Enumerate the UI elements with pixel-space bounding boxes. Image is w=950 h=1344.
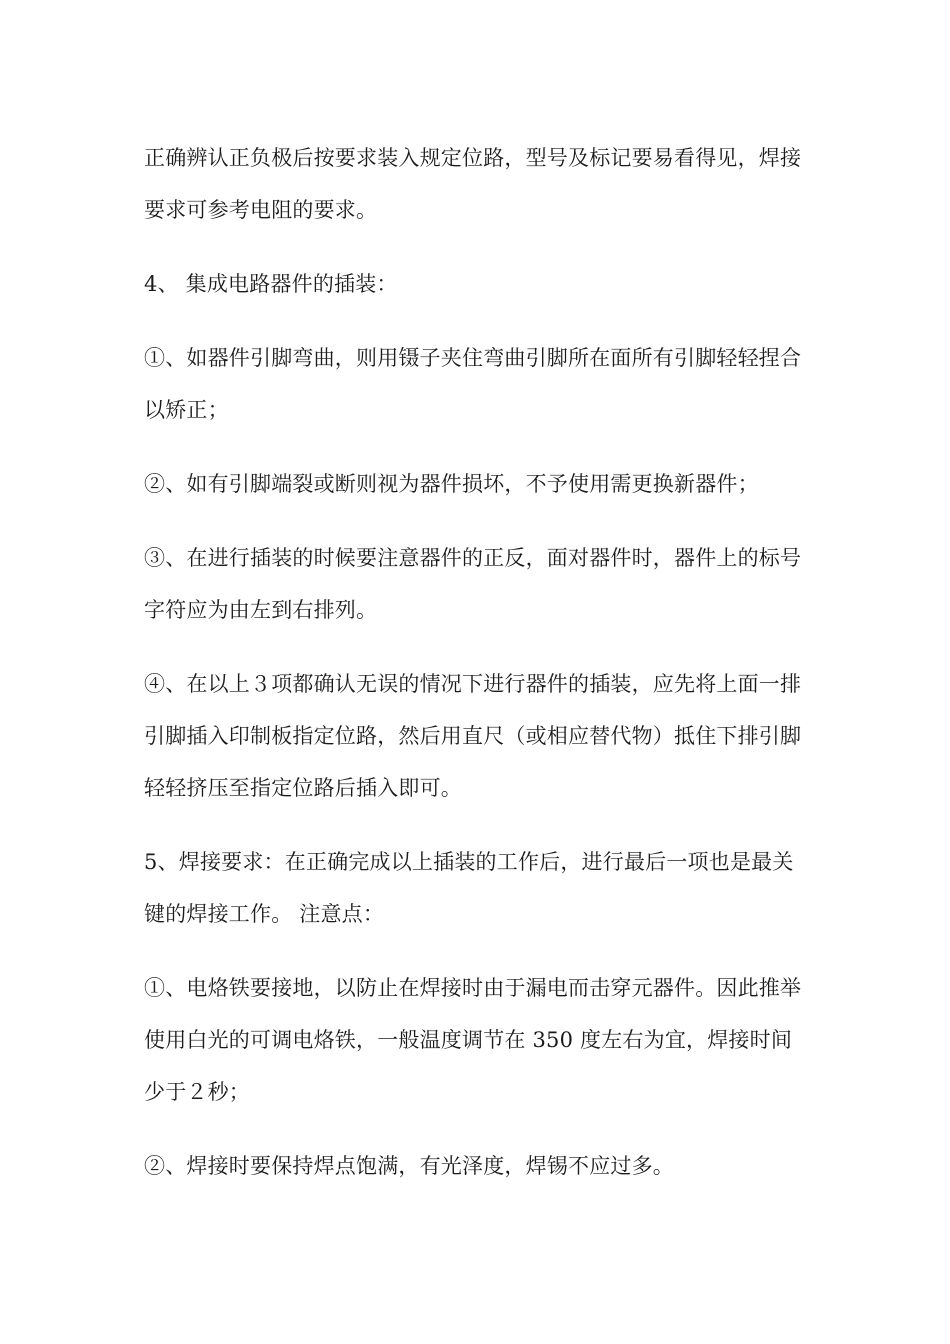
paragraph-diode-install: 正确辨认正负极后按要求装入规定位路，型号及标记要易看得见，焊接要求可参考电阻的要求。 — [144, 146, 802, 222]
solder-rule-1-grounding: ①、电烙铁要接地，以防止在焊接时由于漏电而击穿元器件。因此推举使用白光的可调电烙铁，一般温度调节在 350 度左右为宜，焊接时间少于２秒； — [144, 976, 802, 1104]
document-body — [144, 132, 806, 1214]
ic-rule-1-straighten-pins: ①、如器件引脚弯曲，则用镊子夹住弯曲引脚所在面所有引脚轻轻捏合以矫正； — [144, 346, 802, 422]
heading-ic-insertion: 4、 集成电路器件的插装： — [144, 272, 398, 296]
ic-rule-4-insertion: ④、在以上３项都确认无误的情况下进行器件的插装，应先将上面一排引脚插入印制板指定位路，然后用直尺（或相应替代物）抵住下排引脚轻轻挤压至指定位路后插入即可。 — [144, 672, 802, 800]
heading-soldering-requirements: 5、焊接要求：在正确完成以上插装的工作后，进行最后一项也是最关键的焊接工作。 注意点： — [144, 850, 794, 926]
ic-rule-2-broken-pins: ②、如有引脚端裂或断则视为器件损坏，不予使用需更换新器件； — [144, 472, 759, 496]
ic-rule-3-orientation: ③、在进行插装的时候要注意器件的正反，面对器件时，器件上的标号字符应为由左到右排列。 — [144, 546, 802, 622]
solder-rule-2-joint-quality: ②、焊接时要保持焊点饱满，有光泽度，焊锡不应过多。 — [144, 1154, 674, 1178]
